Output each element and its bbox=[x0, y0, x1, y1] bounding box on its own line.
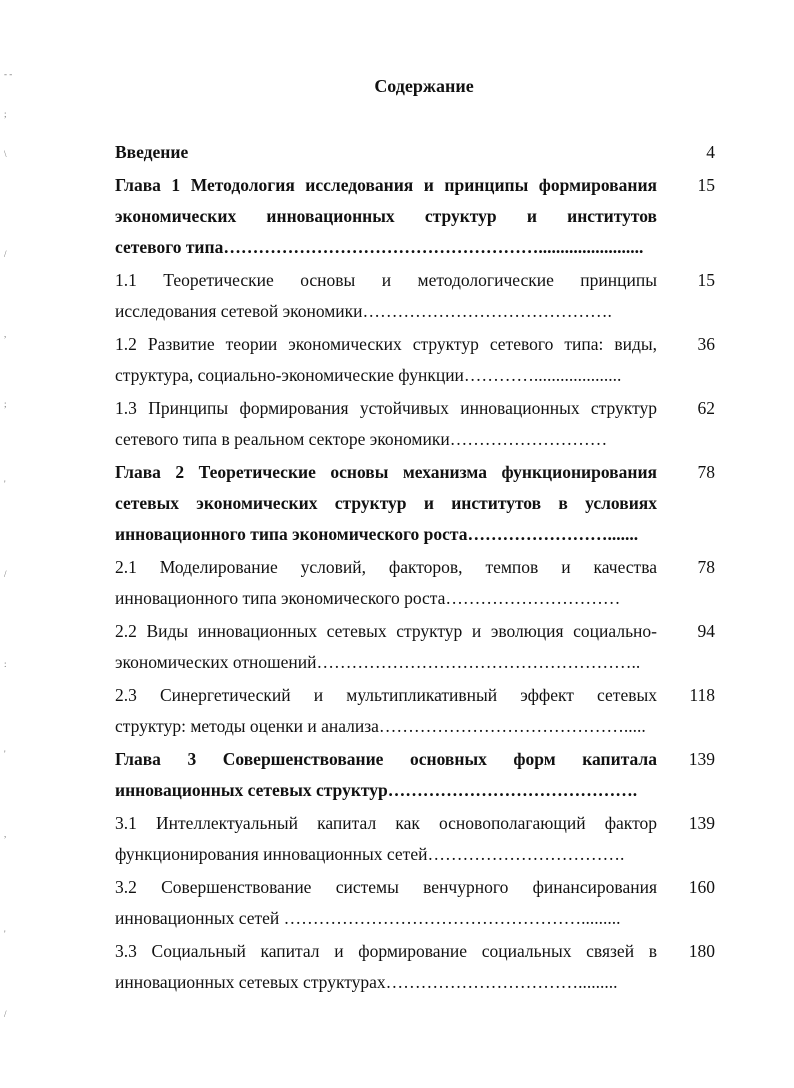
toc-entry-line: экономических отношений……………………………………………….. bbox=[115, 652, 641, 672]
toc-entry-title bbox=[115, 936, 657, 998]
toc-entry-line: Глава 3 Совершенствование основных форм капитала bbox=[115, 749, 657, 769]
toc-entry-line: инновационного типа экономического роста………………………… bbox=[115, 588, 621, 608]
toc-entry-line: структур: методы оценки и анализа……………………………………..... bbox=[115, 716, 646, 736]
toc-entry-page-number: 4 bbox=[706, 142, 715, 162]
toc-entry-s2-3[interactable] bbox=[115, 680, 715, 742]
toc-entry-line: 1.2 Развитие теории экономических структур сетевого типа: виды, bbox=[115, 334, 657, 354]
toc-entry-ch1[interactable] bbox=[115, 170, 715, 263]
toc-entry-line: Глава 1 Методология исследования и принципы формирования bbox=[115, 175, 657, 195]
toc-entry-page-number: 160 bbox=[688, 877, 715, 897]
toc-entry-page-number: 180 bbox=[688, 941, 715, 961]
toc-entry-title bbox=[115, 552, 657, 614]
toc-entry-s3-1[interactable] bbox=[115, 808, 715, 870]
toc-entry-intro[interactable] bbox=[115, 137, 715, 168]
toc-entry-line: 2.1 Моделирование условий, факторов, темпов и качества bbox=[115, 557, 657, 577]
toc-entry-line: структура, социально-экономические функции………….................... bbox=[115, 365, 622, 385]
toc-entry-s3-2[interactable] bbox=[115, 872, 715, 934]
toc-entry-page-number: 15 bbox=[697, 270, 715, 290]
toc-entry-page-number: 62 bbox=[697, 398, 715, 418]
toc-entry-line: 1.1 Теоретические основы и методологические принципы bbox=[115, 270, 657, 290]
toc-entry-page-number: 118 bbox=[689, 685, 715, 705]
toc-entry-line: 1.3 Принципы формирования устойчивых инновационных структур bbox=[115, 398, 657, 418]
toc-entry-page-number: 78 bbox=[697, 557, 715, 577]
toc-entry-line: инновационных сетевых структур……………………………………. bbox=[115, 780, 638, 800]
toc-entry-s2-1[interactable] bbox=[115, 552, 715, 614]
toc-entry-s2-2[interactable] bbox=[115, 616, 715, 678]
toc-entry-line: инновационных сетевых структурах……………………………......... bbox=[115, 972, 618, 992]
toc-entry-title bbox=[115, 137, 657, 168]
toc-entry-ch2[interactable] bbox=[115, 457, 715, 550]
toc-entry-line: сетевых экономических структур и институтов в условиях bbox=[115, 493, 657, 513]
toc-entry-title bbox=[115, 265, 657, 327]
toc-entry-line: инновационного типа экономического роста……………………....... bbox=[115, 524, 639, 544]
toc-entry-title bbox=[115, 616, 657, 678]
scan-margin-artifacts: - - ; \ / , ; ' / : ' , ' / bbox=[4, 69, 13, 1019]
toc-entry-s1-2[interactable] bbox=[115, 329, 715, 391]
toc-entry-line: 3.2 Совершенствование системы венчурного финансирования bbox=[115, 877, 657, 897]
toc-entry-line: функционирования инновационных сетей……………………………. bbox=[115, 844, 625, 864]
toc-entry-page-number: 78 bbox=[697, 462, 715, 482]
toc-entry-page-number: 139 bbox=[688, 813, 715, 833]
toc-entry-line: экономических инновационных структур и институтов bbox=[115, 206, 657, 226]
toc-entry-line: Глава 2 Теоретические основы механизма функционирования bbox=[115, 462, 657, 482]
toc-entry-line: инновационных сетей ……………………………………………......... bbox=[115, 908, 621, 928]
table-of-contents bbox=[115, 137, 715, 1000]
toc-entry-line: сетевого типа в реальном секторе экономики……………………… bbox=[115, 429, 608, 449]
toc-entry-title bbox=[115, 808, 657, 870]
toc-entry-title bbox=[115, 170, 657, 263]
toc-entry-title bbox=[115, 680, 657, 742]
toc-entry-line: 3.3 Социальный капитал и формирование социальных связей в bbox=[115, 941, 657, 961]
page-title: Содержание bbox=[374, 76, 474, 96]
toc-entry-page-number: 139 bbox=[688, 749, 715, 769]
toc-entry-page-number: 94 bbox=[697, 621, 715, 641]
toc-entry-s3-3[interactable] bbox=[115, 936, 715, 998]
toc-entry-line: сетевого типа………………………………………………........................ bbox=[115, 237, 644, 257]
toc-entry-title bbox=[115, 393, 657, 455]
toc-entry-s1-3[interactable] bbox=[115, 393, 715, 455]
toc-entry-title bbox=[115, 329, 657, 391]
toc-entry-title bbox=[115, 744, 657, 806]
toc-entry-line: 3.1 Интеллектуальный капитал как основополагающий фактор bbox=[115, 813, 657, 833]
toc-entry-line: исследования сетевой экономики……………………………………. bbox=[115, 301, 612, 321]
toc-entry-line: 2.3 Синергетический и мультипликативный эффект сетевых bbox=[115, 685, 657, 705]
toc-entry-ch3[interactable] bbox=[115, 744, 715, 806]
toc-entry-s1-1[interactable] bbox=[115, 265, 715, 327]
toc-entry-line: 2.2 Виды инновационных сетевых структур и эволюция социально- bbox=[115, 621, 657, 641]
toc-entry-line: Введение bbox=[115, 142, 189, 162]
toc-entry-title bbox=[115, 457, 657, 550]
toc-entry-title bbox=[115, 872, 657, 934]
toc-entry-page-number: 15 bbox=[697, 175, 715, 195]
toc-entry-page-number: 36 bbox=[697, 334, 715, 354]
